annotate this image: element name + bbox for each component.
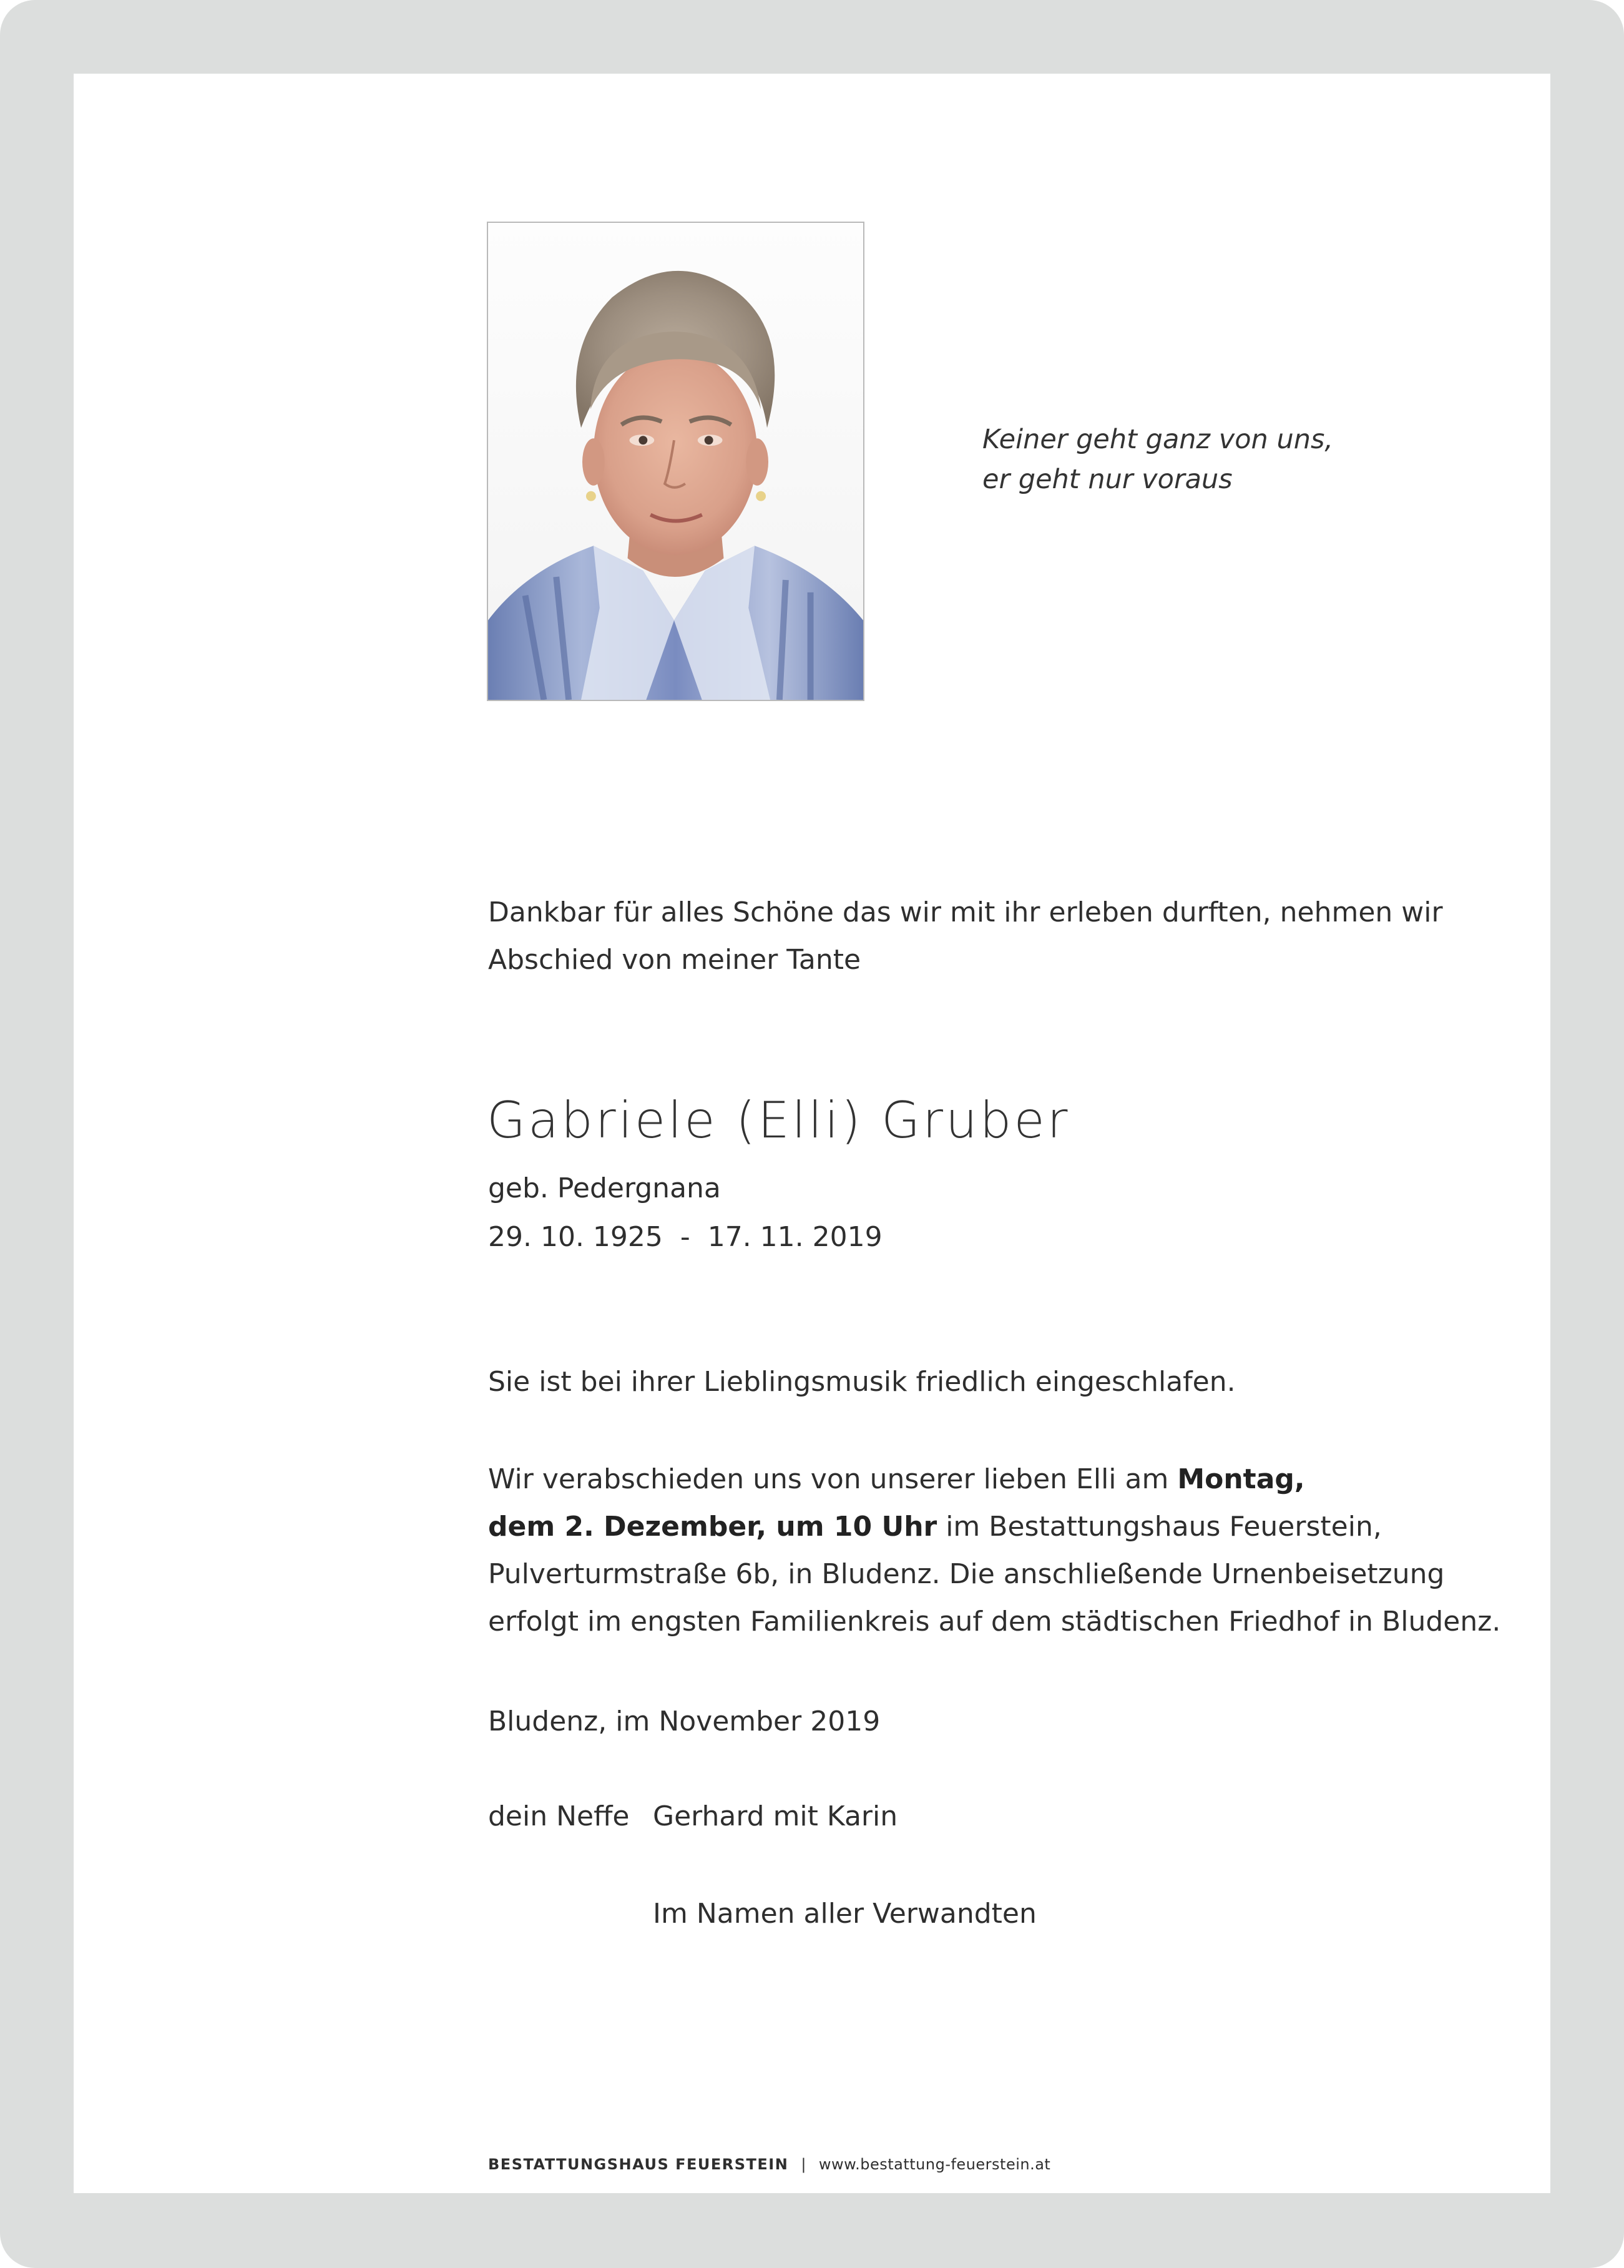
relatives-line: Im Namen aller Verwandten — [653, 1898, 1037, 1930]
signoff-relation — [488, 1793, 898, 1840]
farewell-line-2 — [488, 1503, 1500, 1551]
intro-line-1: Dankbar für alles Schöne das wir mit ihr erleben durften, nehmen wir — [488, 896, 1443, 928]
farewell-text: Wir verabschieden uns von unserer lieben Elli am — [488, 1463, 1178, 1495]
farewell-location: im Bestattungshaus Feuerstein, — [937, 1511, 1382, 1543]
deceased-name: Gabriele (Elli) Gruber — [487, 1091, 1070, 1149]
farewell-message — [488, 1456, 1500, 1646]
motto-quote — [982, 420, 1333, 499]
born-name: geb. Pedergnana — [488, 1172, 721, 1204]
footer-separator: | — [801, 2156, 806, 2173]
footer — [488, 2156, 1050, 2173]
relation-names: Gerhard mit Karin — [653, 1800, 898, 1832]
motto-line-1: Keiner geht ganz von uns, — [982, 424, 1334, 455]
life-dates: 29. 10. 1925 - 17. 11. 2019 — [488, 1221, 883, 1253]
sleep-message: Sie ist bei ihrer Lieblingsmusik friedlich eingeschlafen. — [488, 1366, 1236, 1398]
intro-line-2: Abschied von meiner Tante — [488, 944, 861, 976]
farewell-line-4: erfolgt im engsten Familienkreis auf dem städtischen Friedhof in Bludenz. — [488, 1606, 1501, 1637]
intro-text — [488, 889, 1443, 984]
motto-line-2: er geht nur voraus — [982, 464, 1233, 495]
portrait-photo — [487, 222, 864, 701]
place-date: Bludenz, im November 2019 — [488, 1706, 881, 1737]
farewell-day: Montag, — [1177, 1463, 1305, 1495]
company-name: BESTATTUNGSHAUS FEUERSTEIN — [488, 2156, 789, 2173]
relation-label: dein Neffe — [488, 1800, 630, 1832]
farewell-line-1 — [488, 1456, 1500, 1503]
website-link[interactable]: www.bestattung-feuerstein.at — [818, 2156, 1051, 2173]
farewell-line-3: Pulverturmstraße 6b, in Bludenz. Die anschließende Urnenbeisetzung — [488, 1558, 1445, 1590]
farewell-date-time: dem 2. Dezember, um 10 Uhr — [488, 1511, 937, 1543]
